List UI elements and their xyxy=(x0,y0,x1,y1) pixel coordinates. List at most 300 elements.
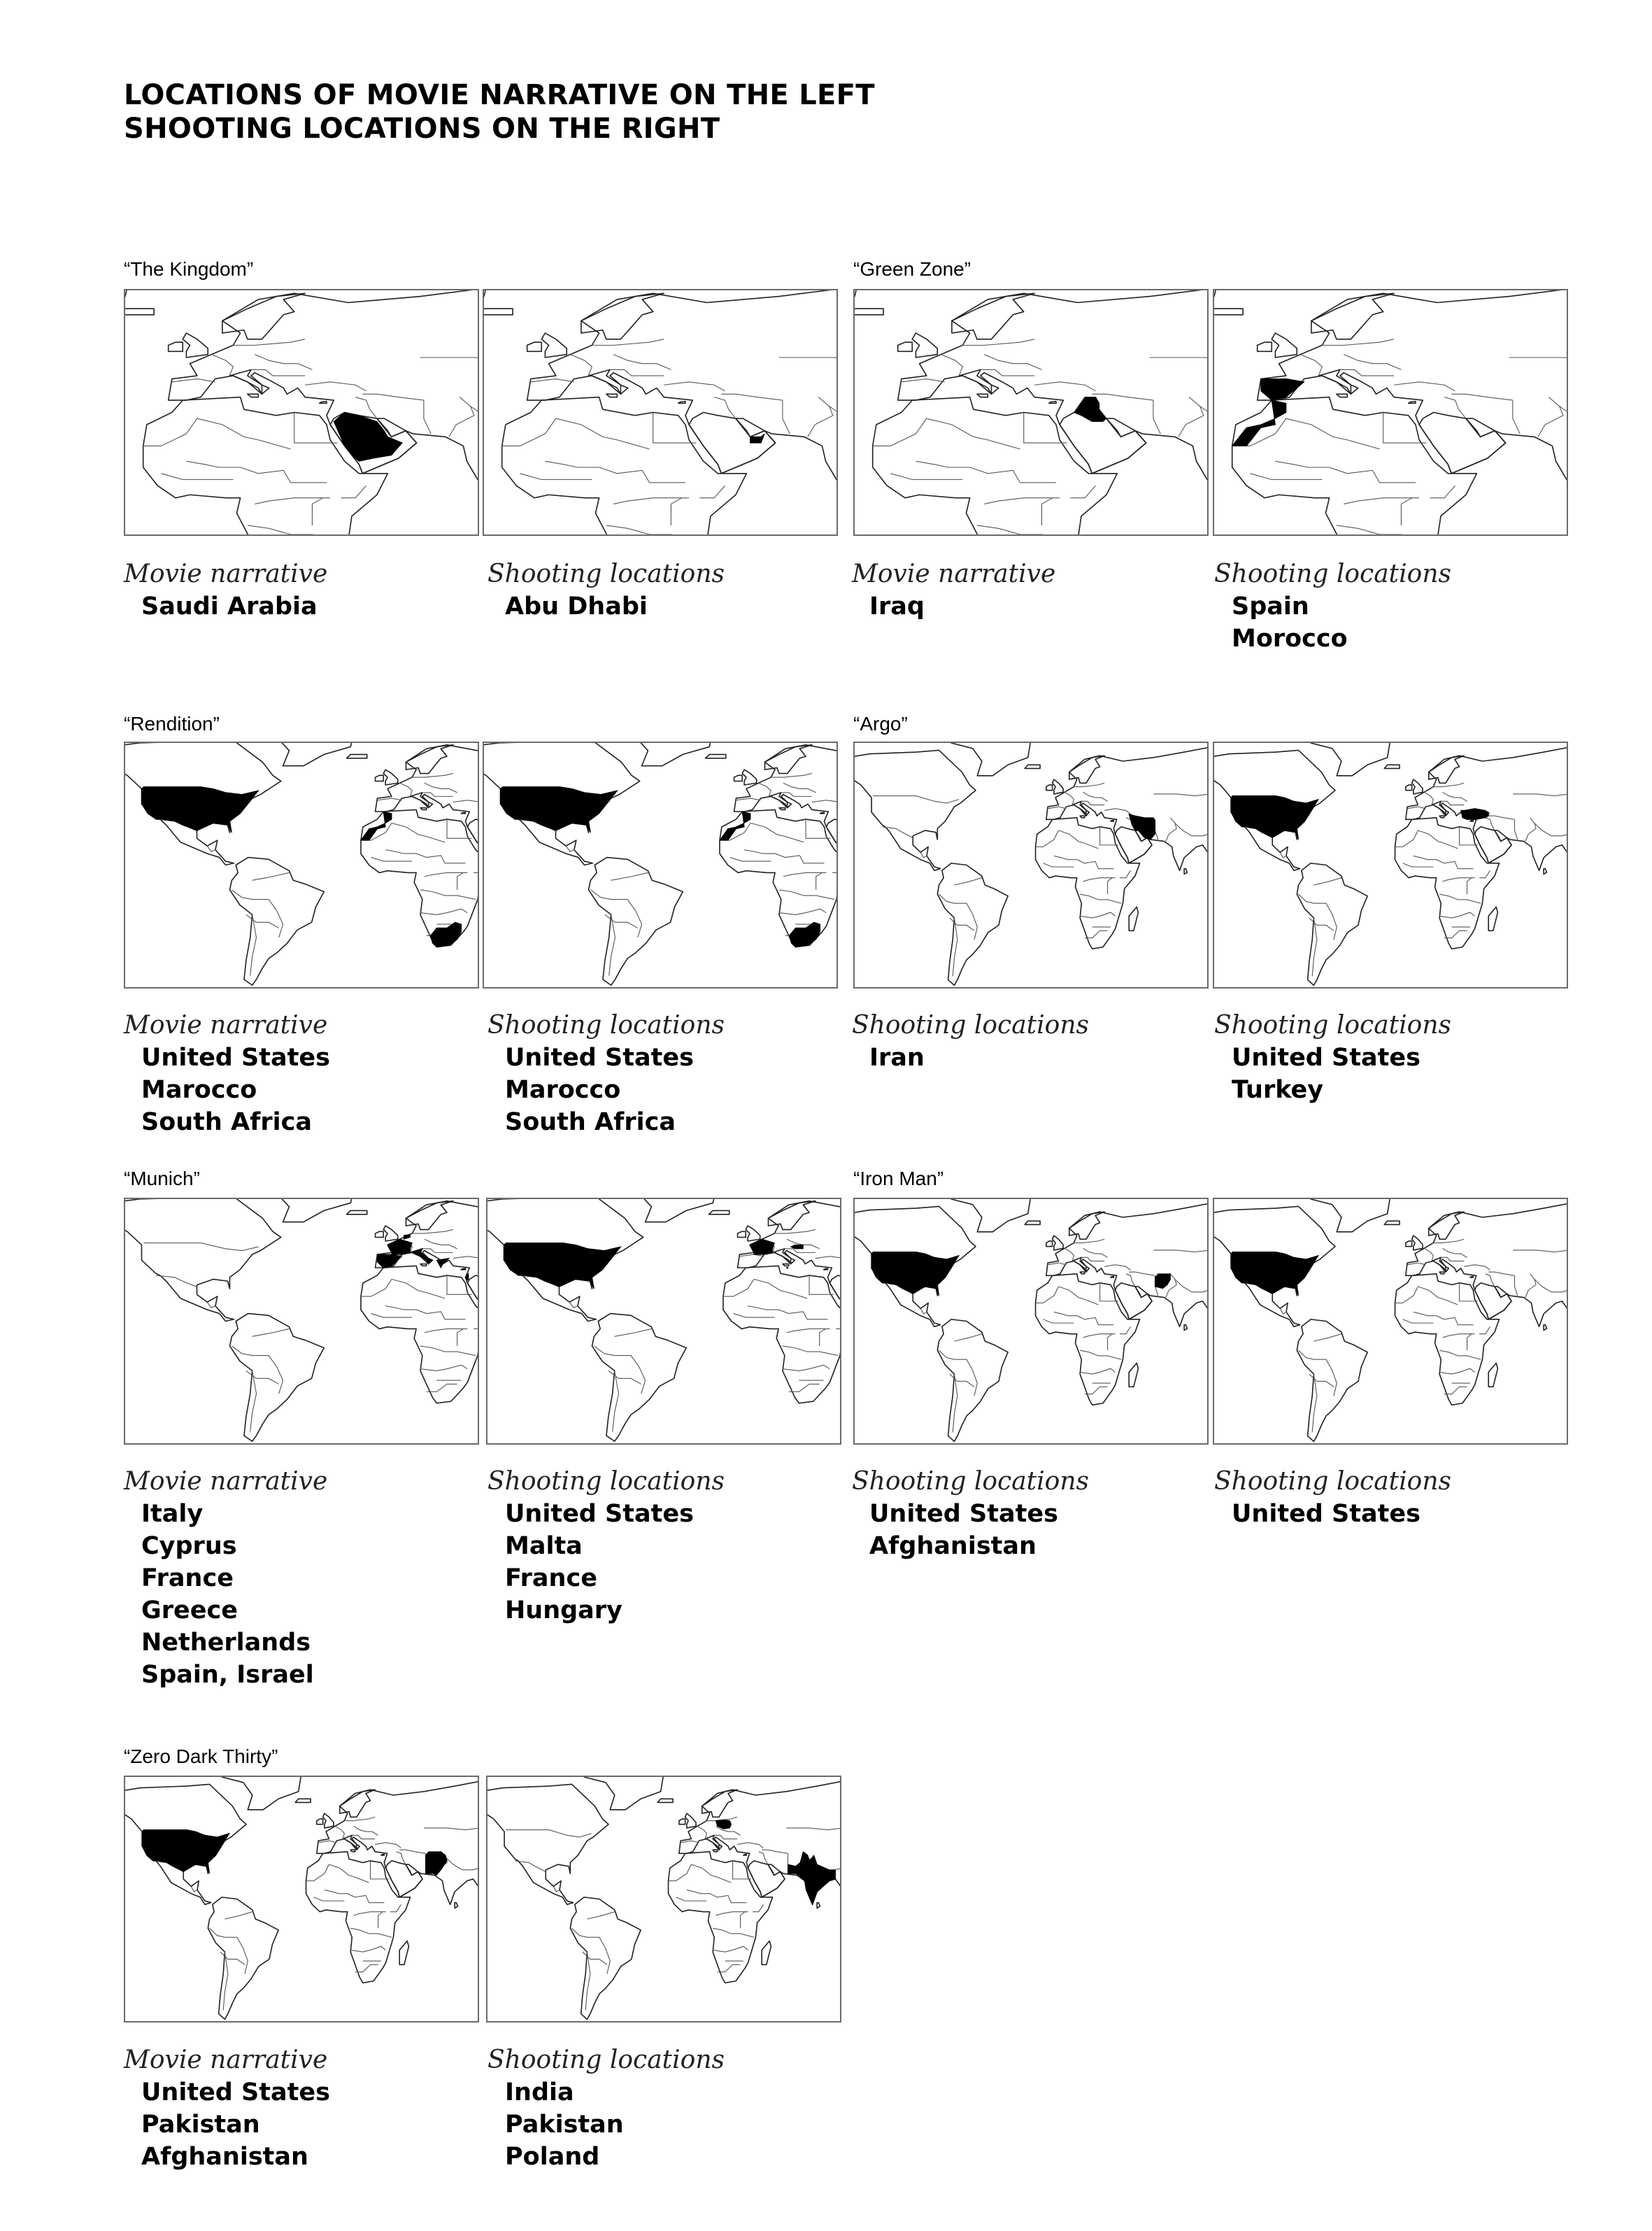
location-item: Greece xyxy=(141,1596,238,1624)
landmass-cyprus xyxy=(1409,402,1416,404)
country-border xyxy=(941,355,962,376)
landmass-britain xyxy=(323,1813,334,1828)
highlight-hungary xyxy=(791,1245,804,1248)
highlight-usa xyxy=(142,1830,229,1874)
country-border xyxy=(1439,912,1474,918)
country-border xyxy=(691,1864,731,1883)
landmass-greenland xyxy=(611,1199,717,1222)
landmass-madagascar xyxy=(1488,907,1497,930)
country-border xyxy=(207,1302,215,1308)
landmass-sicily xyxy=(1080,816,1085,818)
country-border xyxy=(355,1964,378,1971)
landmass-ireland xyxy=(1046,785,1053,791)
country-border xyxy=(1074,1239,1104,1242)
country-border xyxy=(676,1897,707,1901)
country-border xyxy=(400,783,413,796)
country-border xyxy=(1488,816,1514,819)
film-title: “The Kingdom” xyxy=(124,258,254,280)
country-border xyxy=(1525,818,1536,842)
country-border xyxy=(1280,852,1286,858)
country-border xyxy=(1344,355,1401,370)
country-border xyxy=(399,1850,425,1853)
highlight-morocco xyxy=(1232,400,1286,446)
country-border xyxy=(1430,486,1455,498)
landmass-scandinavia xyxy=(764,745,811,774)
country-border xyxy=(207,846,215,851)
caption-heading: Shooting locations xyxy=(487,1467,725,1496)
country-border xyxy=(606,525,704,534)
country-border xyxy=(741,1912,746,1928)
landmass-sriLanka xyxy=(1544,1325,1546,1331)
landmass-italy xyxy=(959,369,999,394)
landmass-britain xyxy=(685,1813,696,1828)
landmass-iceland xyxy=(657,1799,673,1802)
landmass-sicily xyxy=(783,1264,789,1266)
landmass-africa xyxy=(1395,818,1500,949)
country-border xyxy=(1058,1287,1098,1305)
country-border xyxy=(1442,1248,1467,1257)
caption-heading: Movie narrative xyxy=(852,560,1056,588)
landmass-arabia xyxy=(386,1861,423,1897)
country-border xyxy=(449,397,474,437)
landmass-iceland xyxy=(1025,765,1040,768)
world-map xyxy=(125,290,478,534)
landmass-iceland xyxy=(484,309,513,315)
country-border xyxy=(713,1928,754,1937)
landmass-arabia xyxy=(689,413,775,474)
country-border xyxy=(1064,1248,1074,1261)
country-border xyxy=(1464,1265,1490,1270)
country-border xyxy=(1044,1319,1074,1323)
country-border xyxy=(1439,894,1481,903)
caption-shooting xyxy=(487,1466,837,1627)
highlight-france xyxy=(750,1239,774,1254)
country-border xyxy=(779,890,834,900)
map-panel-narrative xyxy=(124,742,479,989)
landmass-scandinavia xyxy=(340,1790,375,1817)
country-border xyxy=(1513,788,1567,795)
landmass-southAmerica xyxy=(1297,1319,1367,1442)
landmass-britain xyxy=(1412,1235,1423,1250)
caption-shooting xyxy=(487,1010,837,1138)
landmass-scandinavia xyxy=(406,1201,453,1230)
country-border xyxy=(700,486,725,498)
landmass-madagascar xyxy=(1129,1363,1138,1387)
country-border xyxy=(664,382,725,391)
caption-heading: Movie narrative xyxy=(124,2046,328,2074)
country-border xyxy=(783,783,816,793)
country-border xyxy=(613,498,689,504)
landmass-iceland xyxy=(347,1210,367,1214)
map-panel-shooting xyxy=(483,289,838,536)
country-border xyxy=(1313,1334,1341,1341)
country-border xyxy=(789,1384,820,1391)
country-border xyxy=(721,394,782,400)
landmass-iceland xyxy=(125,309,154,315)
landmass-britain xyxy=(1053,1235,1063,1250)
country-border xyxy=(457,1329,464,1345)
landmass-ireland xyxy=(169,342,183,351)
landmass-cyprus xyxy=(462,812,466,814)
country-border xyxy=(954,1334,981,1341)
country-border xyxy=(506,1830,592,1837)
location-item: Morocco xyxy=(1232,625,1348,653)
location-item: United States xyxy=(1232,1044,1420,1072)
country-border xyxy=(759,783,771,796)
country-border xyxy=(553,1886,560,1892)
landmass-britain xyxy=(541,333,567,357)
country-border xyxy=(1179,397,1204,437)
location-item: France xyxy=(505,1564,597,1592)
location-item: Saudi Arabia xyxy=(141,593,318,621)
landmass-ireland xyxy=(527,342,542,351)
location-list xyxy=(1214,1498,1564,1530)
country-border xyxy=(1286,418,1380,449)
country-border xyxy=(1024,413,1067,444)
landmass-scandinavia xyxy=(768,1201,815,1230)
landmass-southAmerica xyxy=(208,1897,278,2020)
country-border xyxy=(1344,498,1419,504)
country-border xyxy=(1108,1334,1113,1350)
location-item: Afghanistan xyxy=(869,1532,1037,1560)
landmass-iceland xyxy=(1384,1221,1400,1224)
country-border xyxy=(927,418,1020,449)
landmass-southAmerica xyxy=(592,1314,686,1442)
country-border xyxy=(920,1308,927,1314)
country-border xyxy=(754,1280,807,1298)
country-border xyxy=(1120,870,1130,877)
country-border xyxy=(424,1822,478,1829)
location-item: Pakistan xyxy=(505,2111,624,2139)
caption-narrative xyxy=(124,1466,473,1691)
country-border xyxy=(1153,400,1160,434)
location-list xyxy=(124,2076,473,2173)
landmass-britain xyxy=(746,1226,760,1241)
location-list xyxy=(852,590,1202,623)
landmass-britain xyxy=(383,770,397,785)
country-border xyxy=(1444,1387,1467,1394)
country-border xyxy=(1403,863,1434,867)
caption-narrative xyxy=(124,558,473,623)
country-border xyxy=(1394,382,1455,391)
location-item: United States xyxy=(141,2078,330,2106)
landmass-sicily xyxy=(779,808,785,810)
country-border xyxy=(902,379,945,382)
landmass-sicily xyxy=(1439,816,1444,818)
caption-heading: Shooting locations xyxy=(852,1011,1089,1040)
country-border xyxy=(225,1912,252,1919)
highlight-usa xyxy=(500,787,617,833)
location-item: Iraq xyxy=(869,593,925,621)
landmass-britain xyxy=(383,1226,397,1241)
country-border xyxy=(783,1346,838,1356)
country-border xyxy=(832,865,836,873)
country-border xyxy=(362,394,423,400)
caption-shooting xyxy=(1214,558,1564,655)
country-border xyxy=(473,865,478,873)
country-border xyxy=(816,1256,840,1262)
landmass-ireland xyxy=(898,342,913,351)
landmass-sriLanka xyxy=(1184,1325,1187,1331)
country-border xyxy=(779,348,836,361)
landmass-southAmerica xyxy=(588,858,683,986)
country-border xyxy=(427,1384,457,1391)
landmass-sicily xyxy=(713,1850,718,1852)
country-border xyxy=(1337,525,1434,534)
location-item: Afghanistan xyxy=(141,2143,308,2171)
country-border xyxy=(314,1897,345,1901)
caption-narrative xyxy=(124,2044,473,2173)
world-map xyxy=(487,1199,840,1443)
landmass-africa xyxy=(873,397,1118,534)
country-border xyxy=(375,1843,401,1848)
landmass-cyprus xyxy=(1111,820,1113,821)
landmass-greenland xyxy=(1311,743,1390,776)
world-map xyxy=(487,1777,840,2021)
country-border xyxy=(377,798,401,800)
country-border xyxy=(820,1329,826,1345)
country-border xyxy=(939,1350,978,1396)
country-border xyxy=(1120,1326,1130,1333)
landmass-sriLanka xyxy=(1544,869,1546,874)
landmass-britain xyxy=(1272,333,1297,357)
country-border xyxy=(1439,1350,1481,1359)
location-item: Hungary xyxy=(505,1596,622,1624)
highlight-usa xyxy=(871,1252,959,1296)
location-list xyxy=(124,1498,473,1691)
country-border xyxy=(252,1329,290,1336)
location-item: Pakistan xyxy=(141,2111,260,2139)
landmass-iceland xyxy=(295,1799,311,1802)
map-panel-narrative xyxy=(124,1776,479,2023)
highlight-iraq xyxy=(1074,397,1106,422)
country-border xyxy=(329,1864,369,1883)
country-border xyxy=(1401,498,1411,525)
country-border xyxy=(520,474,592,480)
country-border xyxy=(1513,400,1520,434)
country-border xyxy=(453,1256,478,1262)
country-border xyxy=(1064,792,1074,805)
country-border xyxy=(836,1322,840,1329)
landmass-sicily xyxy=(248,394,258,397)
landmass-iceland xyxy=(1384,765,1400,768)
location-item: United States xyxy=(505,1044,694,1072)
country-border xyxy=(786,1822,840,1829)
country-border xyxy=(1433,1239,1464,1242)
landmass-greenland xyxy=(222,1777,301,1810)
location-item: Marocco xyxy=(505,1076,621,1104)
film-title: “Green Zone” xyxy=(853,258,971,280)
country-border xyxy=(350,1928,392,1937)
country-border xyxy=(1322,339,1394,346)
landmass-africa xyxy=(669,1852,773,1983)
location-list xyxy=(124,1042,473,1138)
country-border xyxy=(1080,1368,1115,1374)
world-map xyxy=(125,1199,478,1443)
landmass-africa xyxy=(1395,1274,1500,1405)
landmass-italy xyxy=(772,1249,795,1264)
country-border xyxy=(809,1275,834,1294)
landmass-cyprus xyxy=(1470,820,1473,821)
country-border xyxy=(1175,1280,1207,1292)
location-list xyxy=(487,1042,837,1138)
location-list xyxy=(852,1498,1202,1562)
country-border xyxy=(718,1964,741,1971)
landmass-southAmerica xyxy=(1297,863,1367,986)
country-border xyxy=(653,413,697,444)
world-map xyxy=(1214,1199,1567,1443)
map-panel-shooting xyxy=(486,1776,841,2023)
country-border xyxy=(1048,1263,1066,1265)
country-border xyxy=(255,498,330,504)
country-border xyxy=(1150,348,1207,361)
highlight-greece xyxy=(436,1259,449,1268)
country-border xyxy=(232,890,283,937)
highlight-usa xyxy=(1231,1252,1318,1296)
country-border xyxy=(453,800,478,806)
country-border xyxy=(1467,1334,1472,1350)
location-item: India xyxy=(505,2078,574,2106)
landmass-madagascar xyxy=(762,1941,771,1964)
country-border xyxy=(161,474,233,480)
landmass-cyprus xyxy=(1111,1276,1113,1277)
country-border xyxy=(771,774,812,777)
country-border xyxy=(1444,930,1467,937)
country-border xyxy=(1085,930,1108,937)
landmass-sicily xyxy=(350,1850,355,1852)
country-border xyxy=(1439,1368,1474,1374)
landmass-scandinavia xyxy=(1429,1212,1464,1239)
country-border xyxy=(1299,894,1337,940)
landmass-scandinavia xyxy=(1429,756,1464,783)
country-border xyxy=(592,339,664,346)
highlight-iran xyxy=(1129,814,1155,840)
landmass-africa xyxy=(723,1266,840,1403)
country-border xyxy=(1433,783,1464,786)
landmass-cyprus xyxy=(820,812,825,814)
landmass-iceland xyxy=(347,754,367,758)
landmass-ireland xyxy=(1046,1241,1053,1247)
map-panel-shooting xyxy=(1213,742,1568,989)
landmass-madagascar xyxy=(1129,907,1138,930)
highlight-turkey xyxy=(1461,809,1488,820)
country-border xyxy=(587,1912,614,1919)
country-border xyxy=(1083,1248,1107,1257)
landmass-sicily xyxy=(1439,1272,1444,1274)
landmass-sicily xyxy=(1337,394,1347,397)
page-title-line-2: SHOOTING LOCATIONS ON THE RIGHT xyxy=(124,113,720,145)
country-border xyxy=(1407,1263,1425,1265)
country-border xyxy=(233,339,305,346)
page-title xyxy=(124,78,875,146)
landmass-sriLanka xyxy=(1184,869,1187,874)
country-border xyxy=(1513,1245,1567,1252)
caption-shooting xyxy=(1214,1010,1564,1106)
country-border xyxy=(210,1928,248,1974)
landmass-africa xyxy=(502,397,747,534)
location-list xyxy=(487,590,837,623)
country-border xyxy=(1418,1287,1458,1305)
location-item: Malta xyxy=(505,1532,583,1560)
landmass-greenland xyxy=(951,743,1031,776)
country-border xyxy=(420,1365,467,1371)
landmass-southAmerica xyxy=(229,1314,324,1442)
country-border xyxy=(713,1946,748,1952)
caption-shooting xyxy=(487,2044,837,2173)
map-panel-narrative xyxy=(853,742,1209,989)
landmass-scandinavia xyxy=(406,745,453,774)
country-border xyxy=(1479,1326,1490,1333)
location-item: Italy xyxy=(141,1500,204,1528)
country-border xyxy=(671,498,681,525)
country-border xyxy=(425,1239,457,1249)
country-border xyxy=(294,413,338,444)
country-border xyxy=(570,355,592,376)
film-title: “Iron Man” xyxy=(853,1168,944,1189)
country-border xyxy=(984,355,1041,370)
country-border xyxy=(1418,830,1458,849)
landmass-greenland xyxy=(951,1199,1031,1232)
world-map xyxy=(125,1777,478,2021)
location-item: South Africa xyxy=(141,1108,312,1136)
country-border xyxy=(890,474,962,480)
country-border xyxy=(774,1230,816,1233)
country-border xyxy=(473,1322,478,1329)
world-map xyxy=(484,290,836,534)
location-item: Spain xyxy=(1232,593,1309,621)
country-border xyxy=(730,858,771,861)
country-border xyxy=(1488,1272,1514,1275)
caption-heading: Shooting locations xyxy=(487,2046,725,2074)
landmass-africa xyxy=(361,1266,478,1403)
landmass-cyprus xyxy=(1470,1276,1473,1277)
caption-heading: Movie narrative xyxy=(124,560,328,588)
country-border xyxy=(1108,878,1113,894)
landmass-greenland xyxy=(248,743,355,766)
location-item: Spain, Israel xyxy=(141,1661,314,1689)
country-border xyxy=(1058,830,1098,849)
location-item: Turkey xyxy=(1232,1076,1324,1104)
location-list xyxy=(487,2076,837,2173)
landmass-northAmerica xyxy=(855,750,976,870)
landmass-greenland xyxy=(584,1777,664,1810)
landmass-iceland xyxy=(1214,309,1243,315)
country-border xyxy=(783,1365,829,1371)
country-border xyxy=(420,909,467,914)
country-border xyxy=(1525,1274,1536,1298)
caption-shooting xyxy=(487,558,837,623)
country-border xyxy=(753,1904,763,1911)
country-border xyxy=(611,872,648,880)
landmass-southAmerica xyxy=(570,1897,641,2020)
country-border xyxy=(1467,878,1472,894)
landmass-cyprus xyxy=(743,1854,746,1855)
country-border xyxy=(954,878,981,885)
country-border xyxy=(1313,878,1341,885)
landmass-cyprus xyxy=(678,402,685,404)
landmass-arabia xyxy=(1475,827,1512,863)
world-map xyxy=(125,743,478,987)
country-border xyxy=(392,1280,445,1298)
country-border xyxy=(736,798,760,800)
country-border xyxy=(412,774,453,777)
country-border xyxy=(1104,1265,1130,1270)
landmass-sriLanka xyxy=(817,1903,820,1908)
country-border xyxy=(1041,498,1052,525)
caption-narrative xyxy=(852,558,1202,623)
caption-heading: Shooting locations xyxy=(487,560,725,588)
country-border xyxy=(1534,823,1567,836)
